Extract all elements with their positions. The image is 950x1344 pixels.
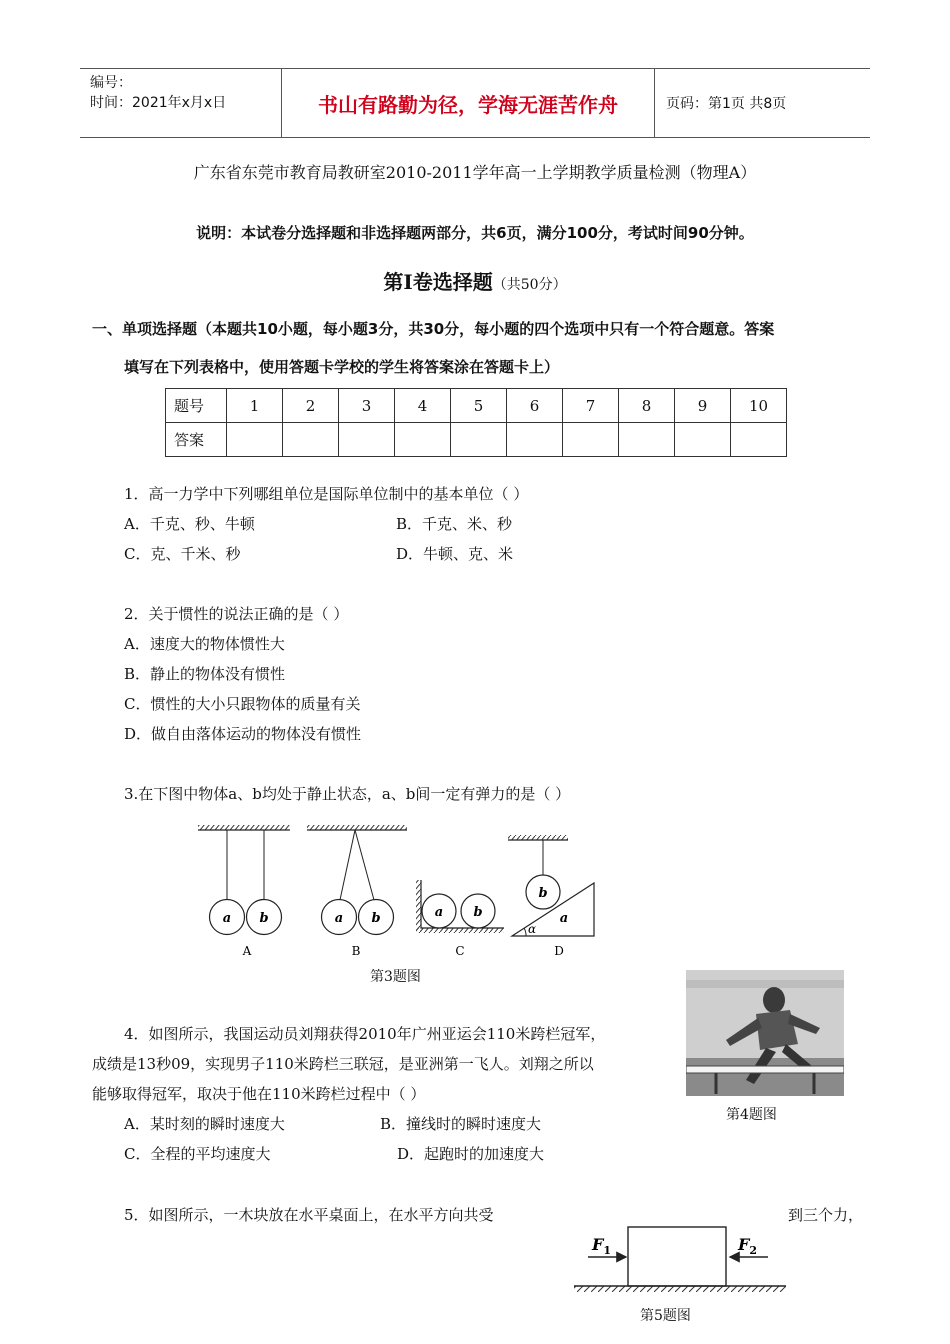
answer-table-header-row <box>166 389 787 423</box>
part-title: 第Ⅰ卷选择题 <box>383 270 493 294</box>
ball-a-label: a <box>222 911 232 926</box>
answer-cell[interactable] <box>731 423 787 457</box>
q5-figure <box>570 1222 790 1304</box>
figure-c-diagram <box>416 880 504 958</box>
q2-option-c: C．惯性的大小只跟物体的质量有关 <box>124 695 361 713</box>
hurdler-photo <box>686 970 844 1096</box>
hurdler-photo-image <box>686 970 844 1096</box>
answer-cell[interactable] <box>395 423 451 457</box>
ball-a-label: a <box>434 905 444 920</box>
header-meta <box>80 69 282 137</box>
ball-a-label: a <box>334 911 344 926</box>
figure-a-label: A <box>242 944 252 958</box>
figure-b-label: B <box>351 944 361 958</box>
figure-b-diagram <box>307 825 407 958</box>
wedge-a-label: a <box>559 911 569 926</box>
answer-table <box>165 388 787 457</box>
question-number: 4 <box>395 389 451 423</box>
question-number: 6 <box>507 389 563 423</box>
section-heading: 一、单项选择题（本题共10小题，每小题3分，共30分，每小题的四个选项中只有一个符合题意。答案 <box>92 320 775 338</box>
page-info: 页码：第1页 共8页 <box>666 96 787 112</box>
q2-option-d: D．做自由落体运动的物体没有惯性 <box>124 725 362 743</box>
question-number: 3 <box>339 389 395 423</box>
answer-cell[interactable] <box>339 423 395 457</box>
q2-stem: 2．关于惯性的说法正确的是（ ） <box>124 605 349 623</box>
answer-cell[interactable] <box>507 423 563 457</box>
q1-option-d: D．牛顿、克、米 <box>396 545 514 563</box>
q3-caption: 第3题图 <box>370 969 421 985</box>
q1-stem: 1．高一力学中下列哪组单位是国际单位制中的基本单位（ ） <box>124 485 529 503</box>
time-label: 时间：2021年x月x日 <box>90 95 227 111</box>
motto: 书山有路勤为径，学海无涯苦作舟 <box>282 69 655 137</box>
figure-c-label: C <box>455 944 465 958</box>
row-label-number: 题号 <box>166 389 227 423</box>
part-heading <box>0 266 950 295</box>
angle-alpha-label: α <box>527 922 537 936</box>
figure-d-diagram <box>508 835 594 958</box>
ball-b-label: b <box>473 905 483 920</box>
q4-line1: 4．如图所示，我国运动员刘翔获得2010年广州亚运会110米跨栏冠军， <box>124 1025 606 1043</box>
figure-d-label: D <box>554 944 564 958</box>
answer-cell[interactable] <box>675 423 731 457</box>
answer-cell[interactable] <box>283 423 339 457</box>
q4-option-b: B．撞线时的瞬时速度大 <box>380 1115 542 1133</box>
q4-option-d: D．起跑时的加速度大 <box>397 1145 545 1163</box>
question-number: 9 <box>675 389 731 423</box>
figure-a-diagram <box>198 825 290 958</box>
answer-cell[interactable] <box>227 423 283 457</box>
answer-table-answer-row <box>166 423 787 457</box>
question-number: 1 <box>227 389 283 423</box>
table-surface <box>574 1286 786 1292</box>
ball-b-label: b <box>259 911 269 926</box>
answer-cell[interactable] <box>619 423 675 457</box>
ball-b-label: b <box>538 886 548 901</box>
q5-caption: 第5题图 <box>640 1308 691 1324</box>
force-f1-label: $F_1$ <box>592 1235 612 1257</box>
q5-line1-right: 到三个力， <box>788 1206 864 1224</box>
question-number: 7 <box>563 389 619 423</box>
q3-figure <box>190 818 610 963</box>
question-number: 2 <box>283 389 339 423</box>
q1-option-b: B．千克、米、秒 <box>396 515 513 533</box>
document-title: 广东省东莞市教育局教研室2010-2011学年高一上学期教学质量检测（物理A） <box>193 163 757 182</box>
question-number: 8 <box>619 389 675 423</box>
q2-option-b: B．静止的物体没有惯性 <box>124 665 286 683</box>
question-number: 10 <box>731 389 787 423</box>
q4-caption: 第4题图 <box>726 1107 777 1123</box>
code-label: 编号： <box>90 75 132 91</box>
wooden-block <box>628 1227 726 1286</box>
q5-line1-left: 5．如图所示，一木块放在水平桌面上，在水平方向共受 <box>124 1206 494 1224</box>
section-heading-cont: 填写在下列表格中，使用答题卡学校的学生将答案涂在答题卡上） <box>124 358 560 376</box>
q1-option-c: C．克、千米、秒 <box>124 545 241 563</box>
ball-b-label: b <box>371 911 381 926</box>
q4-option-a: A．某时刻的瞬时速度大 <box>124 1115 285 1133</box>
row-label-answer: 答案 <box>166 423 227 457</box>
q4-line2: 成绩是13秒09，实现男子110米跨栏三联冠，是亚洲第一飞人。刘翔之所以 <box>92 1055 594 1073</box>
force-f2-label: $F_2$ <box>738 1235 758 1257</box>
q1-option-a: A．千克、秒、牛顿 <box>124 515 255 533</box>
header-table <box>80 68 870 138</box>
q4-option-c: C．全程的平均速度大 <box>124 1145 271 1163</box>
answer-cell[interactable] <box>451 423 507 457</box>
q4-line3: 能够取得冠军，取决于他在110米跨栏过程中（ ） <box>92 1085 426 1103</box>
answer-cell[interactable] <box>563 423 619 457</box>
q2-option-a: A．速度大的物体惯性大 <box>124 635 285 653</box>
exam-note: 说明：本试卷分选择题和非选择题两部分，共6页，满分100分，考试时间90分钟。 <box>196 224 754 242</box>
q3-stem: 3.在下图中物体a、b均处于静止状态，a、b间一定有弹力的是（ ） <box>124 785 571 803</box>
part-sub: （共50分） <box>492 277 567 293</box>
question-number: 5 <box>451 389 507 423</box>
